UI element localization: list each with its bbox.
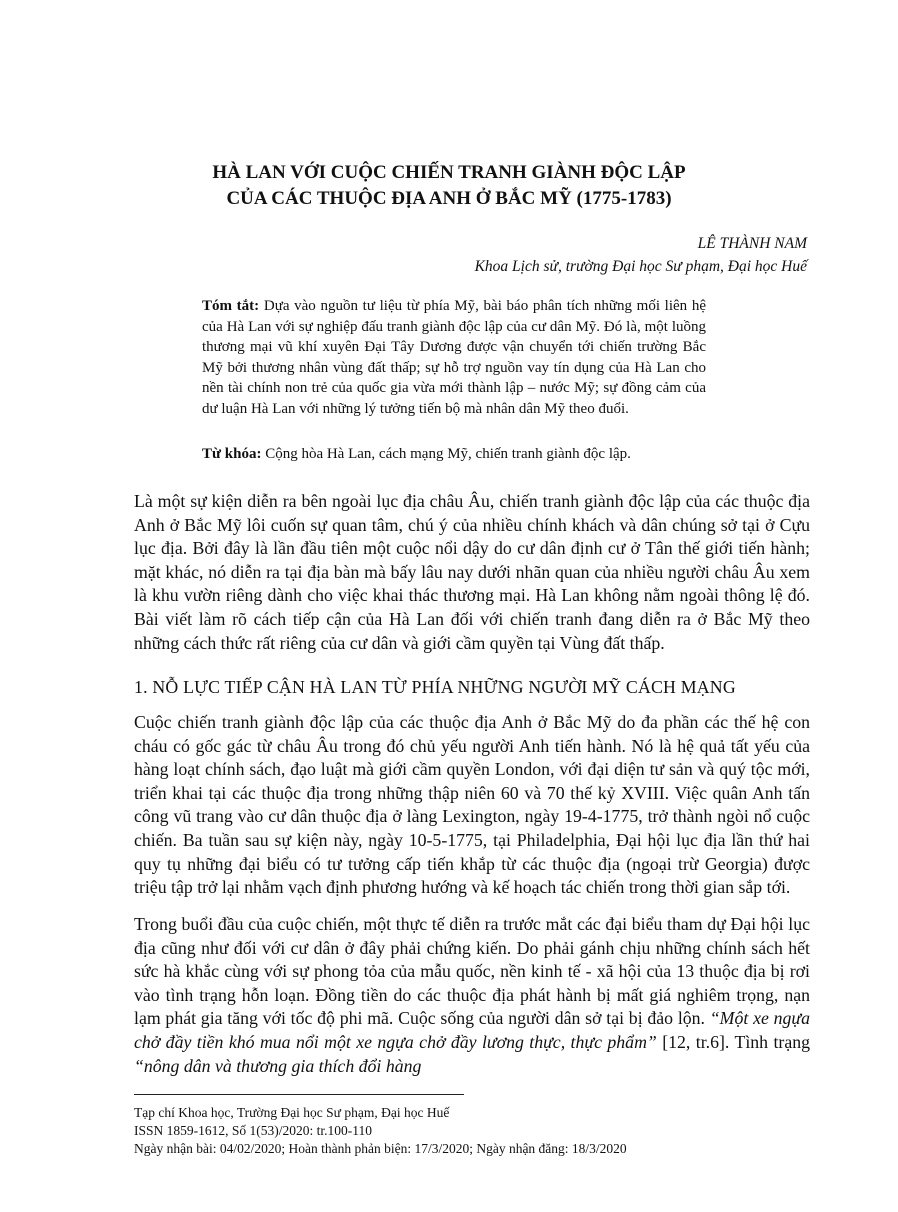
abstract-text: Dựa vào nguồn tư liệu từ phía Mỹ, bài báo phân tích những mối liên hệ của Hà Lan với sự nghiệp đấu tranh giành độc lập của cư dân Mỹ. Đó là, một luồng thương mại vũ khí xuyên Đại Tây Dương được vận chuyển tới chiến trường Bắc Mỹ bởi thương nhân vùng đất thấp; sự hỗ trợ nguồn vay tín dụng của Hà Lan cho nền tài chính non trẻ của quốc gia vừa mới thành lập – nước Mỹ; sự đồng cảm của dư luận Hà Lan với những lý tưởng tiến bộ mà nhân dân Mỹ theo đuổi.: [202, 298, 707, 417]
title-line-1: HÀ LAN VỚI CUỘC CHIẾN TRANH GIÀNH ĐỘC LẬP: [212, 162, 686, 183]
citation: [12, tr.6]. Tình trạng: [662, 1031, 810, 1052]
intro-paragraph: Là một sự kiện diễn ra bên ngoài lục địa châu Âu, chiến tranh giành độc lập của các thuộc địa Anh ở Bắc Mỹ lôi cuốn sự quan tâm, chú ý của nhiều chính khách và dân chúng sở tại ở Cựu lục địa. Bởi đây là lần đầu tiên một cuộc nổi dậy do cư dân định cư ở Tân thế giới tiến hành; mặt khác, nó diễn ra tại địa bàn mà bấy lâu nay dưới nhãn quan của nhiều người châu Âu xem là khu vườn riêng dành cho việc khai thác thương mại. Hà Lan không nằm ngoài thông lệ đó. Bài viết làm rõ cách tiếp cận của Hà Lan đối với chiến tranh đang diễn ra ở Bắc Mỹ theo những cách thức rất riêng của cư dân và giới cầm quyền tại Vùng đất thấp.: [134, 491, 810, 653]
author-block: [475, 232, 807, 278]
journal-name: Tạp chí Khoa học, Trường Đại học Sư phạm, Đại học Huế: [134, 1105, 450, 1120]
keywords: [202, 444, 706, 465]
keywords-text: Cộng hòa Hà Lan, cách mạng Mỹ, chiến tranh giành độc lập.: [265, 446, 631, 462]
footnote-divider: [134, 1094, 464, 1095]
section1-paragraph-1: Cuộc chiến tranh giành độc lập của các thuộc địa Anh ở Bắc Mỹ do đa phần các thế hệ con cháu có gốc gác từ châu Âu trong đó chủ yếu người Anh tiến hành. Nó là hệ quả tất yếu của hàng loạt chính sách, đạo luật mà giới cầm quyền London, với đại diện tư sản và quý tộc mới, triển khai tại các thuộc địa trong những thập niên 60 và 70 thế kỷ XVIII. Việc quân Anh tấn công vũ trang vào cư dân thuộc địa ở làng Lexington, ngày 19-4-1775, trở thành ngòi nổ cuộc chiến. Ba tuần sau sự kiện này, ngày 10-5-1775, tại Philadelphia, Đại hội lục địa lần thứ hai quy tụ những đại biểu có tư tưởng cấp tiến khắp từ các thuộc địa (ngoại trừ Georgia) được triệu tập trở lại nhằm vạch định phương hướng và kế hoạch tác chiến trong thời gian sắp tới.: [134, 712, 810, 898]
abstract-label: Tóm tắt:: [202, 298, 260, 314]
journal-issn: ISSN 1859-1612, Số 1(53)/2020: tr.100-110: [134, 1123, 373, 1138]
author-affiliation: Khoa Lịch sử, trường Đại học Sư phạm, Đại học Huế: [474, 258, 807, 275]
section1-paragraph-2: [134, 913, 810, 1078]
author-name: LÊ THÀNH NAM: [697, 235, 807, 252]
submission-dates: Ngày nhận bài: 04/02/2020; Hoàn thành phản biện: 17/3/2020; Ngày nhận đăng: 18/3/2020: [134, 1141, 627, 1156]
quotation: “nông dân và thương gia thích đổi hàng: [134, 1055, 422, 1076]
article-title: [100, 160, 798, 212]
journal-footer: [134, 1104, 627, 1158]
abstract: [202, 296, 706, 419]
keywords-label: Từ khóa:: [202, 446, 262, 462]
section-heading-1: 1. NỖ LỰC TIẾP CẬN HÀ LAN TỪ PHÍA NHỮNG NGƯỜI MỸ CÁCH MẠNG: [134, 677, 736, 697]
quotation: “Một xe ngựa chở đầy tiền khó mua nổi một xe ngựa chở đầy lương thực, thực phẩm”: [134, 1008, 810, 1052]
title-line-2: CỦA CÁC THUỘC ĐỊA ANH Ở BẮC MỸ (1775-1783): [226, 188, 672, 209]
paragraph-text: Trong buổi đầu của cuộc chiến, một thực tế diễn ra trước mắt các đại biểu tham dự Đại hội lục địa cũng như đối với cư dân ở đây phải chứng kiến. Do phải gánh chịu những chính sách hết sức hà khắc cùng với sự phong tỏa của mẫu quốc, nền kinh tế - xã hội của 13 thuộc địa bị rơi vào tình trạng hỗn loạn. Đồng tiền do các thuộc địa phát hành bị mất giá nghiêm trọng, nạn lạm phát gia tăng với tốc độ phi mã. Cuộc sống của người dân sở tại bị đảo lộn.: [134, 914, 810, 1029]
